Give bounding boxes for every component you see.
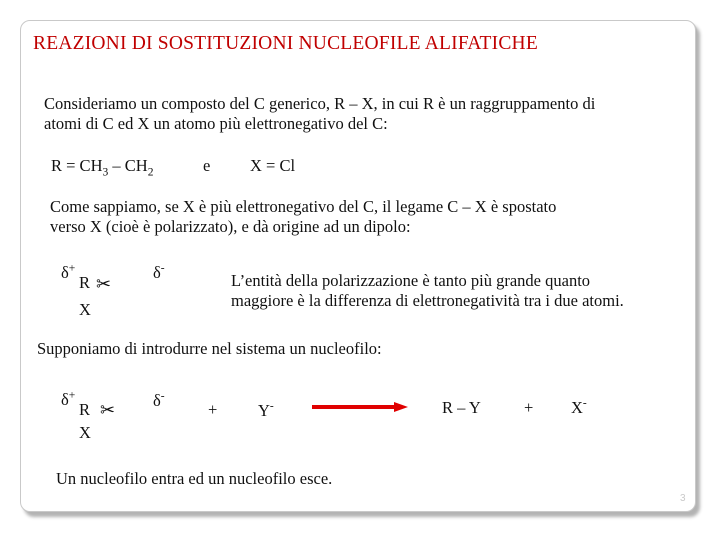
delta-symbol: δ <box>153 263 161 282</box>
conjunction-e: e <box>203 156 211 175</box>
polarization-paragraph <box>50 197 556 237</box>
subscript-3: 3 <box>102 166 109 179</box>
delta-plus-1 <box>61 263 75 283</box>
product: R – Y <box>442 398 481 417</box>
subscript-2: 2 <box>147 166 154 179</box>
polarization-line-1: Come sappiamo, se X è più elettronegativo del C, il legame C – X è spostato <box>50 197 557 216</box>
plus-operator-2: + <box>524 398 534 417</box>
plus-operator-1: + <box>208 400 218 419</box>
leaving-group <box>571 398 587 418</box>
delta-symbol: δ <box>61 390 69 409</box>
plus-sign: + <box>68 389 76 402</box>
x-definition: X = Cl <box>250 156 296 175</box>
bond-scissors-icon: ✂ <box>96 274 112 295</box>
suppose-text: Supponiamo di introdurre nel sistema un nucleofilo: <box>37 339 382 358</box>
slide-title: REAZIONI DI SOSTITUZIONI NUCLEOFILE ALIFATICHE <box>33 33 538 54</box>
r-equals-text: R = CH <box>51 156 103 175</box>
leaving-group-charge: - <box>582 397 587 410</box>
delta-plus-2 <box>61 390 75 410</box>
intro-paragraph <box>44 94 595 134</box>
intro-line-2: atomi di C ed X un atomo più elettronegativo del C: <box>44 114 388 133</box>
r-atom-2: R <box>79 400 91 419</box>
delta-minus-2 <box>153 391 165 411</box>
intro-line-1: Consideriamo un composto del C generico, R – X, in cui R è un raggruppamento di <box>44 94 596 113</box>
entity-paragraph <box>231 271 624 311</box>
entity-line-2: maggiore è la differenza di elettronegatività tra i due atomi. <box>231 291 624 310</box>
bond-scissors-icon: ✂ <box>100 400 116 421</box>
r-definition <box>51 156 154 179</box>
nucleophile-charge: - <box>269 400 274 413</box>
nucleophile-symbol: Y <box>258 401 270 420</box>
r-atom-1: R <box>79 273 91 292</box>
arrow-head <box>394 402 408 412</box>
polarization-line-2: verso X (cioè è polarizzato), e dà origine ad un dipolo: <box>50 217 411 236</box>
entity-line-1: L’entità della polarizzazione è tanto più grande quanto <box>231 271 591 290</box>
x-atom-1: X <box>79 300 91 319</box>
x-atom-2: X <box>79 423 91 442</box>
conclusion-text: Un nucleofilo entra ed un nucleofilo esce. <box>56 469 333 488</box>
reaction-arrow-icon <box>312 402 408 412</box>
nucleophile <box>258 401 274 421</box>
delta-symbol: δ <box>153 391 161 410</box>
plus-sign: + <box>68 262 76 275</box>
minus-sign: - <box>160 390 165 403</box>
dash-ch-text: – CH <box>108 156 148 175</box>
page-number: 3 <box>680 493 686 504</box>
minus-sign: - <box>160 262 165 275</box>
leaving-group-symbol: X <box>571 398 583 417</box>
delta-symbol: δ <box>61 263 69 282</box>
delta-minus-1 <box>153 263 165 283</box>
